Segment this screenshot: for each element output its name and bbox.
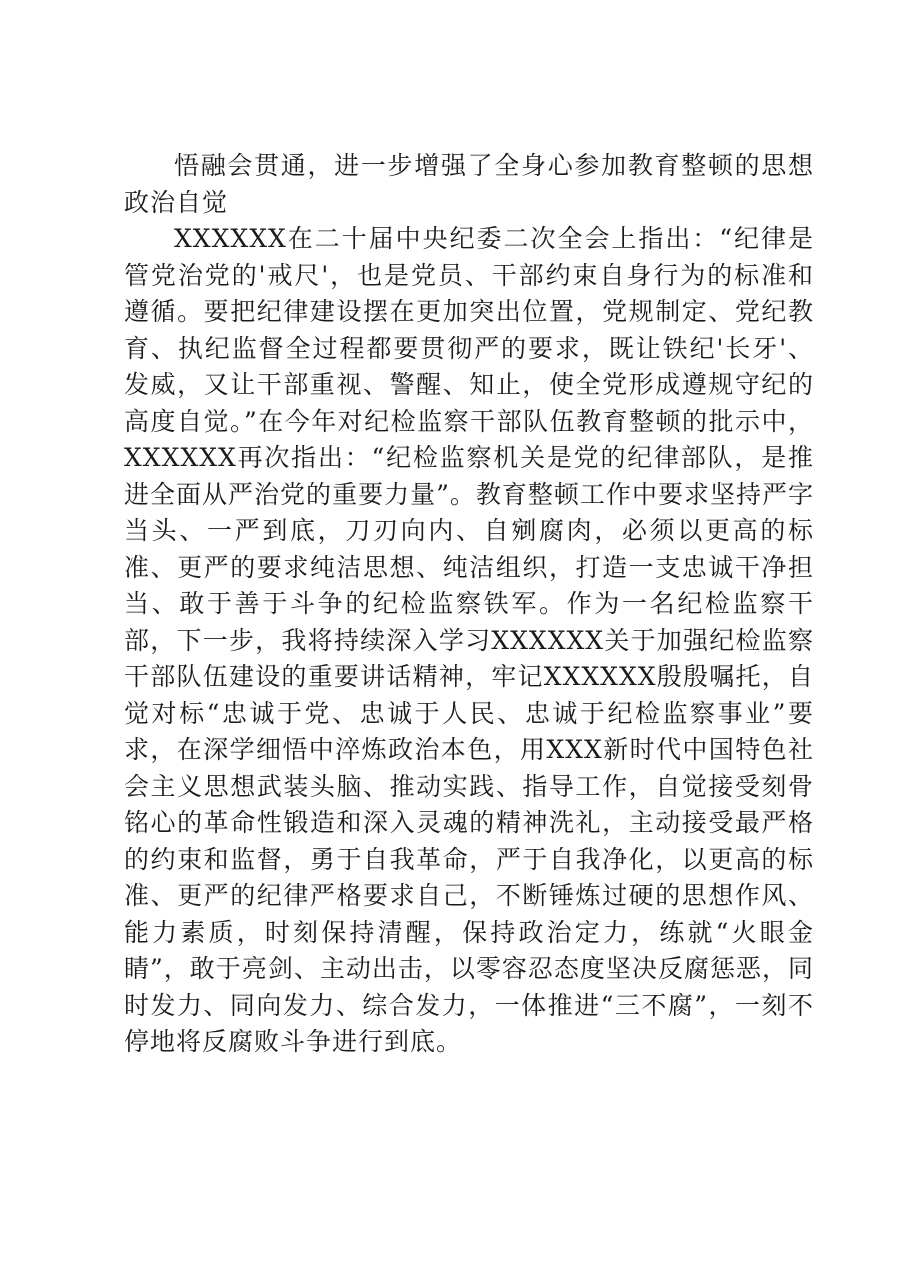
paragraph-intro: 悟融会贯通，进一步增强了全身心参加教育整顿的思想政治自觉 (124, 151, 814, 217)
paragraph-main: XXXXXX在二十届中央纪委二次全会上指出：“纪律是管党治党的'戒尺'，也是党员、干部约束自身行为的标准和遵循。要把纪律建设摆在更加突出位置，党规制定、党纪教育、执纪监督全过程都要贯彻严的要求，既让铁纪'长牙'、发威，又让干部重视、警醒、知止，使全党形成遵规守纪的高度自觉。”在今年对纪检监察干部队伍教育整顿的批示中，XXXXXX再次指出：“纪检监察机关是党的纪律部队，是推进全面从严治党的重要力量”。教育整顿工作中要求坚持严字当头、一严到底，刀刃向内、自剜腐肉，必须以更高的标准、更严的要求纯洁思想、纯洁组织，打造一支忠诚干净担当、敢于善于斗争的纪检监察铁军。作为一名纪检监察干部，下一步，我将持续深入学习XXXXXX关于加强纪检监察干部队伍建设的重要讲话精神，牢记XXXXXX殷殷嘱托，自觉对标“忠诚于党、忠诚于人民、忠诚于纪检监察事业”要求，在深学细悟中淬炼政治本色，用XXX新时代中国特色社会主义思想武装头脑、推动实践、指导工作，自觉接受刻骨铭心的革命性锻造和深入灵魂的精神洗礼，主动接受最严格的约束和监督，勇于自我革命，严于自我净化，以更高的标准、更严的纪律严格要求自己，不断锤炼过硬的思想作风、能力素质，时刻保持清醒，保持政治定力，练就“火眼金睛”，敢于亮剑、主动出击，以零容忍态度坚决反腐惩恶，同时发力、同向发力、综合发力，一体推进“三不腐”，一刻不停地将反腐败斗争进行到底。 (124, 224, 814, 1056)
document-body (124, 148, 814, 1061)
